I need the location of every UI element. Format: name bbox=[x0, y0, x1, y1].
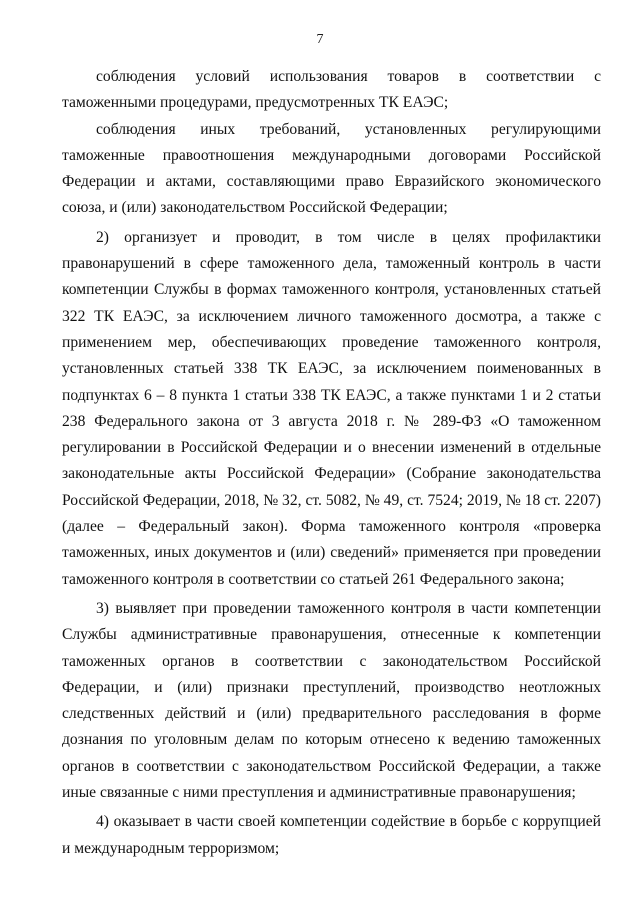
paragraph-item-2-customs-control: 2) организует и проводит, в том числе в целях профилактики правонарушений в сфере таможенного дела, таможенный контроль в части компетенции Службы в формах таможенного контроля, установленных статьей 322 ТК ЕАЭС, за исключением личного таможенного досмотра, а также с применением мер, обеспечивающих проведение таможенного контроля, установленных статьей 338 ТК ЕАЭС, за исключением поименованных в подпунктах 6 – 8 пункта 1 статьи 338 ТК ЕАЭС, а также пунктами 1 и 2 статьи 238 Федерального закона от 3 августа 2018 г. № 289-ФЗ «О таможенном регулировании в Российской Федерации и о внесении изменений в отдельные законодательные акты Российской Федерации» (Собрание законодательства Российской Федерации, 2018, № 32, ст. 5082, № 49, ст. 7524; 2019, № 18 ст. 2207) (далее – Федеральный закон). Форма таможенного контроля «проверка таможенных, иных документов и (или) сведений» применяется при проведении таможенного контроля в соответствии со статьей 261 Федерального закона; bbox=[62, 228, 601, 588]
document-body bbox=[62, 64, 601, 862]
page-number: 7 bbox=[316, 32, 324, 47]
paragraph-customs-procedures: соблюдения условий использования товаров в соответствии с таможенными процедурами, предусмотренных ТК ЕАЭС; bbox=[62, 68, 601, 112]
paragraph-item-4-anticorruption: 4) оказывает в части своей компетенции содействие в борьбе с коррупцией и международным терроризмом; bbox=[62, 813, 601, 857]
paragraph-other-requirements: соблюдения иных требований, установленных регулирующими таможенные правоотношения международными договорами Российской Федерации и актами, составляющими право Евразийского экономического союза, и (или) законодательством Российской Федерации; bbox=[62, 120, 601, 217]
paragraph-item-3-offenses: 3) выявляет при проведении таможенного контроля в части компетенции Службы административные правонарушения, отнесенные к компетенции таможенных органов в соответствии с законодательством Российской Федерации, и (или) признаки преступлений, производство неотложных следственных действий и (или) предварительного расследования в форме дознания по уголовным делам по которым отнесено к ведению таможенных органов в соответствии с законодательством Российской Федерации, а также иные связанные с ними преступления и административные правонарушения; bbox=[62, 599, 601, 802]
